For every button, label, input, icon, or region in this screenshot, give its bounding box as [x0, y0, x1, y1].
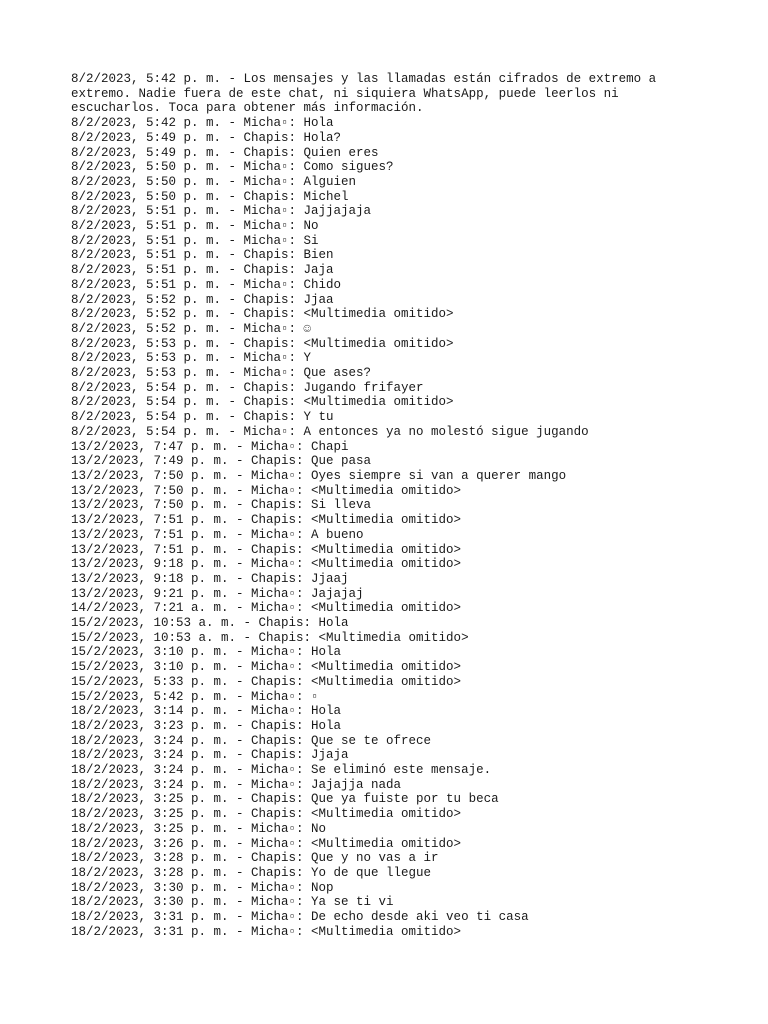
- message-line: 15/2/2023, 10:53 a. m. - Chapis: Hola: [71, 616, 349, 631]
- message-line: 13/2/2023, 9:21 p. m. - Micha▫: Jajajaj: [71, 586, 364, 601]
- message-line: 8/2/2023, 5:53 p. m. - Micha▫: Que ases?: [71, 366, 372, 381]
- message-line: 13/2/2023, 9:18 p. m. - Chapis: Jjaaj: [71, 571, 349, 586]
- message-line: 18/2/2023, 3:30 p. m. - Micha▫: Nop: [71, 880, 334, 895]
- message-line: 8/2/2023, 5:51 p. m. - Chapis: Bien: [71, 248, 334, 263]
- message-list: [71, 116, 711, 939]
- message-line: 8/2/2023, 5:52 p. m. - Micha▫: ☺: [71, 321, 312, 336]
- message-line: 13/2/2023, 7:51 p. m. - Micha▫: A bueno: [71, 527, 364, 542]
- message-line: 13/2/2023, 7:50 p. m. - Micha▫: Oyes siempre si van a querer mango: [71, 468, 567, 483]
- chat-export-document: [71, 72, 711, 939]
- message-line: 18/2/2023, 3:23 p. m. - Chapis: Hola: [71, 718, 342, 733]
- message-line: 8/2/2023, 5:54 p. m. - Micha▫: A entonces ya no molestó sigue jugando: [71, 424, 589, 439]
- message-line: 13/2/2023, 7:51 p. m. - Chapis: <Multimedia omitido>: [71, 513, 462, 528]
- message-line: 8/2/2023, 5:50 p. m. - Micha▫: Alguien: [71, 174, 357, 189]
- message-line: 13/2/2023, 9:18 p. m. - Micha▫: <Multimedia omitido>: [71, 557, 462, 572]
- message-line: 8/2/2023, 5:51 p. m. - Micha▫: Jajjajaja: [71, 204, 372, 219]
- message-line: 18/2/2023, 3:31 p. m. - Micha▫: De echo desde aki veo ti casa: [71, 910, 529, 925]
- message-line: 18/2/2023, 3:14 p. m. - Micha▫: Hola: [71, 704, 342, 719]
- message-line: 8/2/2023, 5:42 p. m. - Micha▫: Hola: [71, 116, 334, 131]
- message-line: 15/2/2023, 3:10 p. m. - Micha▫: Hola: [71, 645, 342, 660]
- message-line: 14/2/2023, 7:21 a. m. - Micha▫: <Multimedia omitido>: [71, 601, 462, 616]
- message-line: 15/2/2023, 10:53 a. m. - Chapis: <Multimedia omitido>: [71, 630, 469, 645]
- message-line: 13/2/2023, 7:47 p. m. - Micha▫: Chapi: [71, 439, 349, 454]
- message-line: 8/2/2023, 5:51 p. m. - Micha▫: Si: [71, 233, 319, 248]
- message-line: 8/2/2023, 5:54 p. m. - Chapis: Y tu: [71, 410, 334, 425]
- message-line: 18/2/2023, 3:25 p. m. - Micha▫: No: [71, 821, 327, 836]
- message-line: 15/2/2023, 5:42 p. m. - Micha▫: ▫: [71, 689, 319, 704]
- encryption-notice: 8/2/2023, 5:42 p. m. - Los mensajes y las llamadas están cifrados de extremo a extremo. Nadie fuera de este chat, ni siquiera WhatsApp, puede leerlos ni escucharlos. Toca para obtener más información.: [71, 72, 657, 116]
- message-line: 8/2/2023, 5:54 p. m. - Chapis: Jugando frifayer: [71, 380, 424, 395]
- message-line: 13/2/2023, 7:51 p. m. - Chapis: <Multimedia omitido>: [71, 542, 462, 557]
- message-line: 18/2/2023, 3:26 p. m. - Micha▫: <Multimedia omitido>: [71, 836, 462, 851]
- message-line: 8/2/2023, 5:51 p. m. - Chapis: Jaja: [71, 263, 334, 278]
- message-line: 8/2/2023, 5:51 p. m. - Micha▫: Chido: [71, 277, 342, 292]
- message-line: 8/2/2023, 5:49 p. m. - Chapis: Hola?: [71, 130, 342, 145]
- message-line: 8/2/2023, 5:49 p. m. - Chapis: Quien eres: [71, 145, 379, 160]
- message-line: 18/2/2023, 3:31 p. m. - Micha▫: <Multimedia omitido>: [71, 924, 462, 939]
- message-line: 13/2/2023, 7:49 p. m. - Chapis: Que pasa: [71, 454, 372, 469]
- message-line: 18/2/2023, 3:25 p. m. - Chapis: Que ya fuiste por tu beca: [71, 792, 499, 807]
- message-line: 18/2/2023, 3:28 p. m. - Chapis: Que y no vas a ir: [71, 851, 439, 866]
- message-line: 13/2/2023, 7:50 p. m. - Chapis: Si lleva: [71, 498, 372, 513]
- message-line: 8/2/2023, 5:53 p. m. - Chapis: <Multimedia omitido>: [71, 336, 454, 351]
- message-line: 18/2/2023, 3:24 p. m. - Micha▫: Jajajja nada: [71, 777, 402, 792]
- message-line: 18/2/2023, 3:30 p. m. - Micha▫: Ya se ti vi: [71, 895, 394, 910]
- message-line: 18/2/2023, 3:25 p. m. - Chapis: <Multimedia omitido>: [71, 807, 462, 822]
- message-line: 15/2/2023, 5:33 p. m. - Chapis: <Multimedia omitido>: [71, 674, 462, 689]
- message-line: 18/2/2023, 3:24 p. m. - Chapis: Que se te ofrece: [71, 733, 432, 748]
- message-line: 8/2/2023, 5:50 p. m. - Micha▫: Como sigues?: [71, 160, 394, 175]
- message-line: 8/2/2023, 5:54 p. m. - Chapis: <Multimedia omitido>: [71, 395, 454, 410]
- message-line: 18/2/2023, 3:28 p. m. - Chapis: Yo de que llegue: [71, 865, 432, 880]
- message-line: 15/2/2023, 3:10 p. m. - Micha▫: <Multimedia omitido>: [71, 660, 462, 675]
- message-line: 18/2/2023, 3:24 p. m. - Chapis: Jjaja: [71, 748, 349, 763]
- message-line: 8/2/2023, 5:50 p. m. - Chapis: Michel: [71, 189, 349, 204]
- message-line: 18/2/2023, 3:24 p. m. - Micha▫: Se eliminó este mensaje.: [71, 763, 492, 778]
- message-line: 8/2/2023, 5:52 p. m. - Chapis: Jjaa: [71, 292, 334, 307]
- message-line: 8/2/2023, 5:51 p. m. - Micha▫: No: [71, 219, 319, 234]
- message-line: 8/2/2023, 5:53 p. m. - Micha▫: Y: [71, 351, 312, 366]
- message-line: 13/2/2023, 7:50 p. m. - Micha▫: <Multimedia omitido>: [71, 483, 462, 498]
- message-line: 8/2/2023, 5:52 p. m. - Chapis: <Multimedia omitido>: [71, 307, 454, 322]
